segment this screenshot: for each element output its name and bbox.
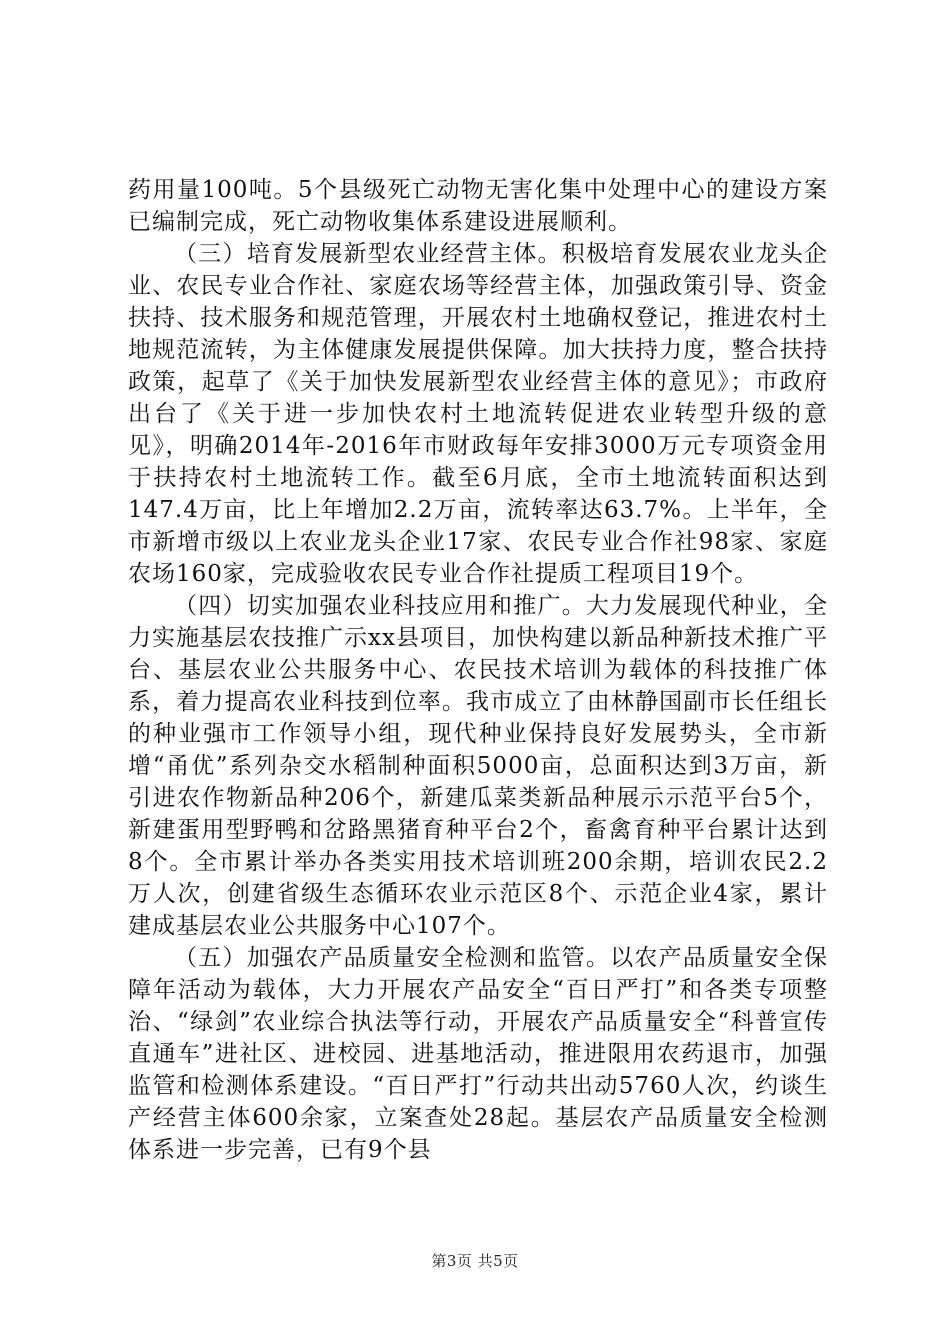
page-number-footer: 第3页 共5页 — [431, 1252, 519, 1270]
paragraph-section-4: （四）切实加强农业科技应用和推广。大力发展现代种业，全力实施基层农技推广示xx县项目，加快构建以新品种新技术推广平台、基层农业公共服务中心、农民技术培训为载体的科技推广体系，着力提高农业科技到位率。我市成立了由林静国副市长任组长的种业强市工作领导小组，现代种业保持良好发展势头，全市新增“甬优”系列杂交水稻制种面积5000亩，总面积达到3万亩，新引进农作物新品种206个，新建瓜菜类新品种展示示范平台5个，新建蛋用型野鸭和岔路黑猪育种平台2个，畜禽育种平台累计达到8个。全市累计举办各类实用技术培训班200余期，培训农民2.2万人次，创建省级生态循环农业示范区8个、示范企业4家，累计建成基层农业公共服务中心107个。 — [128, 593, 828, 939]
paragraph-continuation: 药用量100吨。5个县级死亡动物无害化集中处理中心的建设方案已编制完成，死亡动物收集体系建设进展顺利。 — [128, 177, 828, 235]
paragraph-section-3: （三）培育发展新型农业经营主体。积极培育发展农业龙头企业、农民专业合作社、家庭农场等经营主体，加强政策引导、资金扶持、技术服务和规范管理，开展农村土地确权登记，推进农村土地规范流转，为主体健康发展提供保障。加大扶持力度，整合扶持政策，起草了《关于加快发展新型农业经营主体的意见》；市政府出台了《关于进一步加快农村土地流转促进农业转型升级的意见》，明确2014年-2016年市财政每年安排3000万元专项资金用于扶持农村土地流转工作。截至6月底，全市土地流转面积达到147.4万亩，比上年增加2.2万亩，流转率达63.7%。上半年，全市新增市级以上农业龙头企业17家、农民专业合作社98家、家庭农场160家，完成验收农民专业合作社提质工程项目19个。 — [128, 241, 828, 587]
document-body — [128, 174, 828, 1166]
paragraph-section-5: （五）加强农产品质量安全检测和监管。以农产品质量安全保障年活动为载体，大力开展农产品安全“百日严打”和各类专项整治、“绿剑”农业综合执法等行动，开展农产品质量安全“科普宣传直通车”进社区、进校园、进基地活动，推进限用农药退市，加强监管和检测体系建设。“百日严打”行动共出动5760人次，约谈生产经营主体600余家，立案查处28起。基层农产品质量安全检测体系进一步完善，已有9个县 — [128, 945, 828, 1163]
